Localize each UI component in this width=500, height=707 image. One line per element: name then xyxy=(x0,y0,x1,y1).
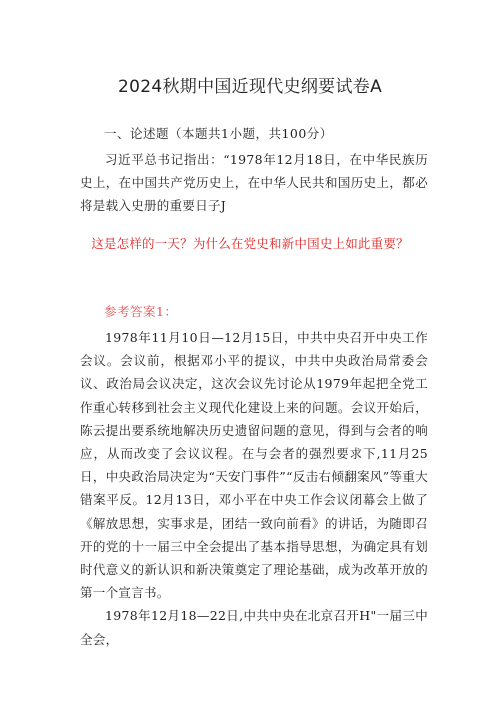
answer-paragraph: 1978年11月10日—12月15日，中共中央召开中央工作会议。会议前，根据邓小平的提议，中共中央政治局常委会议、政治局会议决定，这次会议先讨论从1979年起把全党工作重心转移到社会主义现代化建设上来的问题。会议开始后，陈云提出要系统地解决历史遗留问题的意见，得到与会者的响应，从而改变了会议议程。在与会者的强烈要求下,11月25日，中央政治局决定为“天安门事件”“反击右倾翻案风”等重大错案平反。12月13日，邓小平在中央工作会议闭幕会上做了《解放思想，实事求是，团结一致向前看》的讲话，为随即召开的党的十一届三中全会提出了基本指导思想，为确定具有划时代意义的新认识和新决策奠定了理论基础，成为改革开放的第一个宣言书。 xyxy=(80,330,428,601)
section-heading: 一、论述题（本题共1小题，共100分） xyxy=(104,126,333,141)
answer-label: 参考答案1： xyxy=(104,304,178,319)
answer-body xyxy=(80,326,428,651)
answer-paragraph: 1978年12月18—22日,中共中央在北京召开H"一届三中全会， xyxy=(80,608,428,647)
question-quote: 习近平总书记指出：“1978年12月18日，在中华民族历史上，在中国共产党历史上，在中华人民共和国历史上，都必将是载入史册的重要日子J xyxy=(80,152,428,213)
exam-title: 2024秋期中国近现代史纲要试卷A xyxy=(118,77,382,97)
question-prompt: 这是怎样的一天？为什么在党史和新中国史上如此重要？ xyxy=(91,236,409,251)
